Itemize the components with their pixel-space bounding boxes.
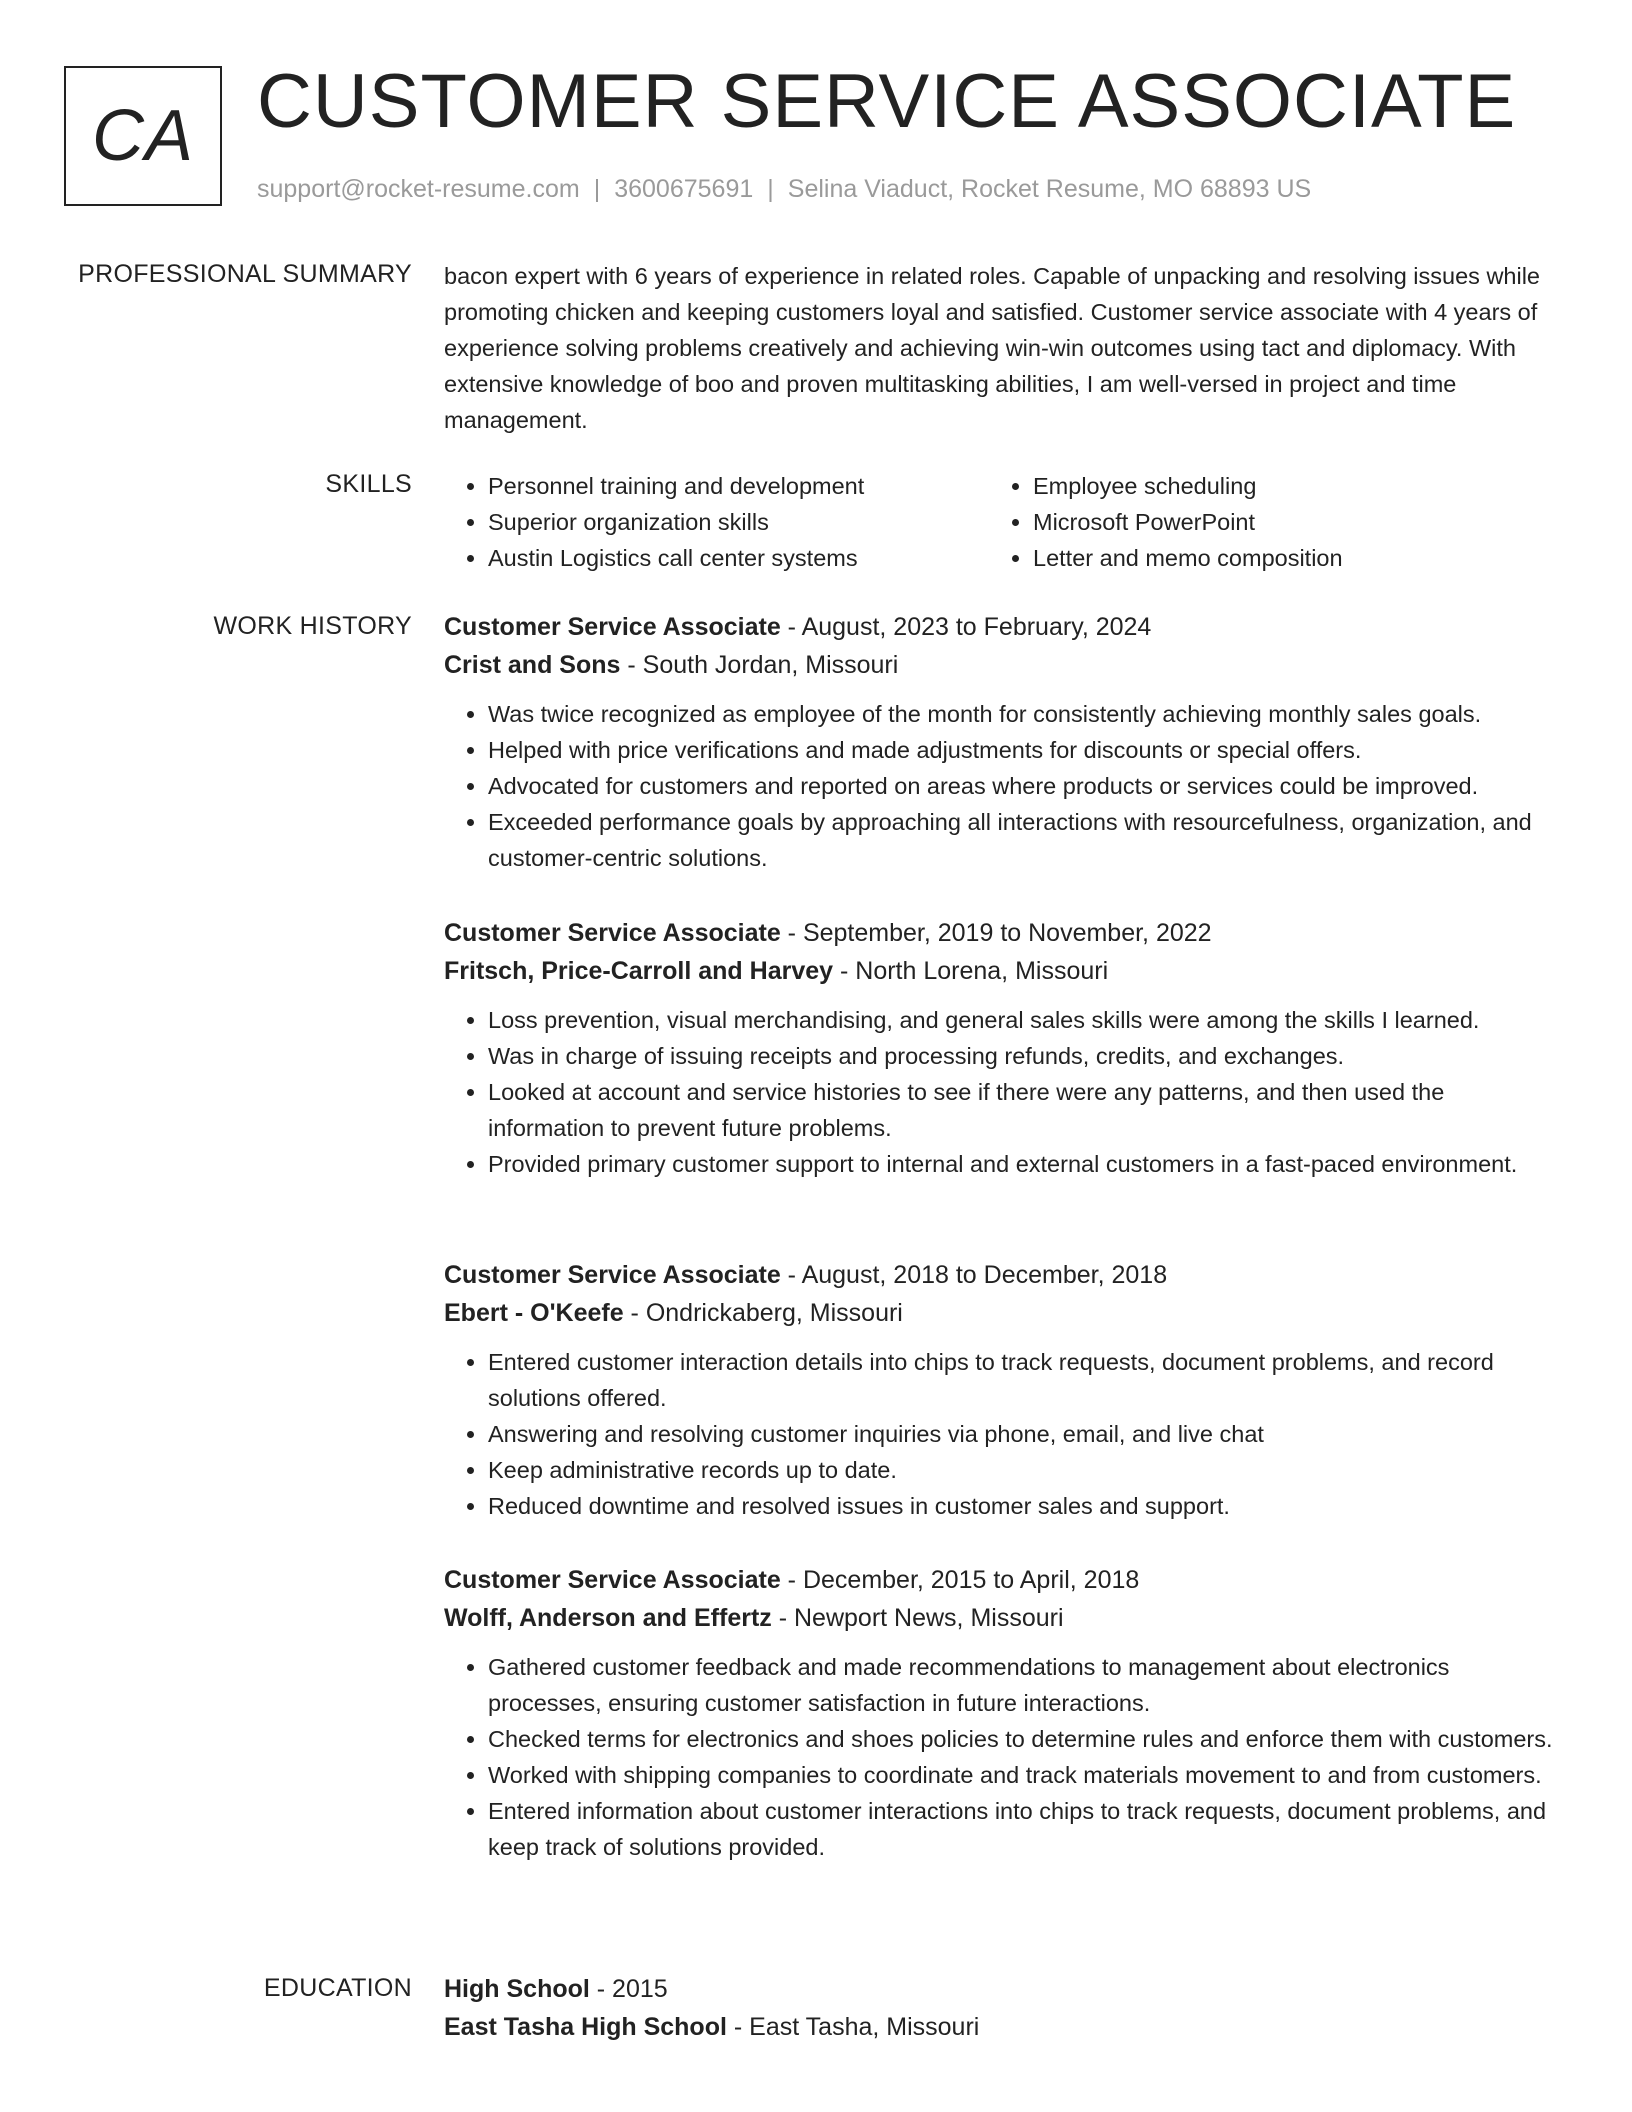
job-company-line [444, 1294, 1554, 1332]
job-title-line [444, 1561, 1554, 1599]
skill-item: • Letter and memo composition [1033, 540, 1534, 576]
job-bullet: • Worked with shipping companies to coordinate and track materials movement to and from customers. [488, 1757, 1554, 1793]
job-bullet: • Was twice recognized as employee of the month for consistently achieving monthly sales goals. [488, 696, 1554, 732]
contact-email: support@rocket-resume.com [257, 175, 580, 203]
job-bullet: • Gathered customer feedback and made recommendations to management about electronics processes, ensuring customer satisfaction in future interactions. [488, 1649, 1554, 1721]
education-year: - 2015 [589, 1975, 668, 2003]
job-location: - Ondrickaberg, Missouri [623, 1299, 903, 1327]
skills-list-right [989, 468, 1534, 576]
contact-separator: | [767, 175, 774, 203]
summary-label: PROFESSIONAL SUMMARY [78, 260, 412, 288]
skills-list-left [444, 468, 989, 576]
job-entry [444, 914, 1554, 1182]
job-bullet: • Keep administrative records up to date. [488, 1452, 1554, 1488]
skills-label: SKILLS [325, 470, 412, 498]
job-company-line [444, 646, 1554, 684]
skills-body [444, 468, 1554, 576]
job-company: Crist and Sons [444, 651, 621, 679]
job-title-line [444, 914, 1554, 952]
summary-body [444, 258, 1554, 438]
job-entry [444, 608, 1554, 876]
education-school: East Tasha High School [444, 2013, 727, 2041]
job-bullet: • Helped with price verifications and made adjustments for discounts or special offers. [488, 732, 1554, 768]
job-company: Ebert - O'Keefe [444, 1299, 624, 1327]
skill-item: • Austin Logistics call center systems [488, 540, 989, 576]
monogram-box: CA [64, 66, 222, 206]
job-dates: - September, 2019 to November, 2022 [780, 919, 1212, 947]
education-body [444, 1970, 1554, 2046]
job-title: Customer Service Associate [444, 1566, 781, 1594]
job-location: - South Jordan, Missouri [620, 651, 899, 679]
skill-item: • Superior organization skills [488, 504, 989, 540]
job-bullets [444, 1649, 1554, 1865]
job-bullet: • Entered information about customer interactions into chips to track requests, document problems, and keep track of solutions provided. [488, 1793, 1554, 1865]
job-entry [444, 1256, 1554, 1524]
job-location: - Newport News, Missouri [771, 1604, 1064, 1632]
job-bullet: • Checked terms for electronics and shoes policies to determine rules and enforce them with customers. [488, 1721, 1554, 1757]
job-company: Fritsch, Price-Carroll and Harvey [444, 957, 834, 985]
job-bullets [444, 1002, 1554, 1182]
job-bullet: • Reduced downtime and resolved issues in customer sales and support. [488, 1488, 1554, 1524]
job-company: Wolff, Anderson and Effertz [444, 1604, 772, 1632]
contact-line [257, 175, 1311, 204]
job-bullet: • Exceeded performance goals by approaching all interactions with resourcefulness, organization, and customer-centric solutions. [488, 804, 1554, 876]
job-dates: - August, 2018 to December, 2018 [780, 1261, 1168, 1289]
contact-separator: | [593, 175, 601, 203]
job-bullets [444, 1344, 1554, 1524]
job-bullet: • Looked at account and service histories to see if there were any patterns, and then used the information to prevent future problems. [488, 1074, 1554, 1146]
job-title: Customer Service Associate [444, 613, 781, 641]
job-title: Customer Service Associate [444, 919, 781, 947]
job-entry [444, 1561, 1554, 1865]
job-bullet: • Entered customer interaction details into chips to track requests, document problems, and record solutions offered. [488, 1344, 1554, 1416]
skill-item: • Employee scheduling [1033, 468, 1534, 504]
education-school-line [444, 2008, 1554, 2046]
education-location: - East Tasha, Missouri [726, 2013, 980, 2041]
contact-address: Selina Viaduct, Rocket Resume, MO 68893 US [787, 175, 1312, 203]
job-bullets [444, 696, 1554, 876]
job-bullet: • Provided primary customer support to internal and external customers in a fast-paced environment. [488, 1146, 1554, 1182]
job-location: - North Lorena, Missouri [833, 957, 1109, 985]
resume-title: CUSTOMER SERVICE ASSOCIATE [257, 59, 1517, 144]
job-title: Customer Service Associate [444, 1261, 781, 1289]
education-degree: High School [444, 1975, 590, 2003]
education-degree-line [444, 1970, 1554, 2008]
summary-text: bacon expert with 6 years of experience in related roles. Capable of unpacking and resolving issues while promoting chicken and keeping customers loyal and satisfied. Customer service associate with 4 years of experience solving problems creatively and achieving win-win outcomes using tact and diplomacy. With extensive knowledge of boo and proven multitasking abilities, I am well-versed in project and time management. [444, 263, 1540, 433]
job-dates: - December, 2015 to April, 2018 [780, 1566, 1140, 1594]
work-label: WORK HISTORY [213, 612, 412, 640]
education-label: EDUCATION [263, 1974, 412, 2002]
job-company-line [444, 952, 1554, 990]
job-dates: - August, 2023 to February, 2024 [780, 613, 1152, 641]
job-bullet: • Advocated for customers and reported on areas where products or services could be improved. [488, 768, 1554, 804]
skill-item: • Microsoft PowerPoint [1033, 504, 1534, 540]
contact-phone: 3600675691 [614, 175, 754, 203]
job-bullet: • Was in charge of issuing receipts and processing refunds, credits, and exchanges. [488, 1038, 1554, 1074]
job-bullet: • Answering and resolving customer inquiries via phone, email, and live chat [488, 1416, 1554, 1452]
job-title-line [444, 1256, 1554, 1294]
job-bullet: • Loss prevention, visual merchandising, and general sales skills were among the skills I learned. [488, 1002, 1554, 1038]
job-company-line [444, 1599, 1554, 1637]
skill-item: • Personnel training and development [488, 468, 989, 504]
job-title-line [444, 608, 1554, 646]
